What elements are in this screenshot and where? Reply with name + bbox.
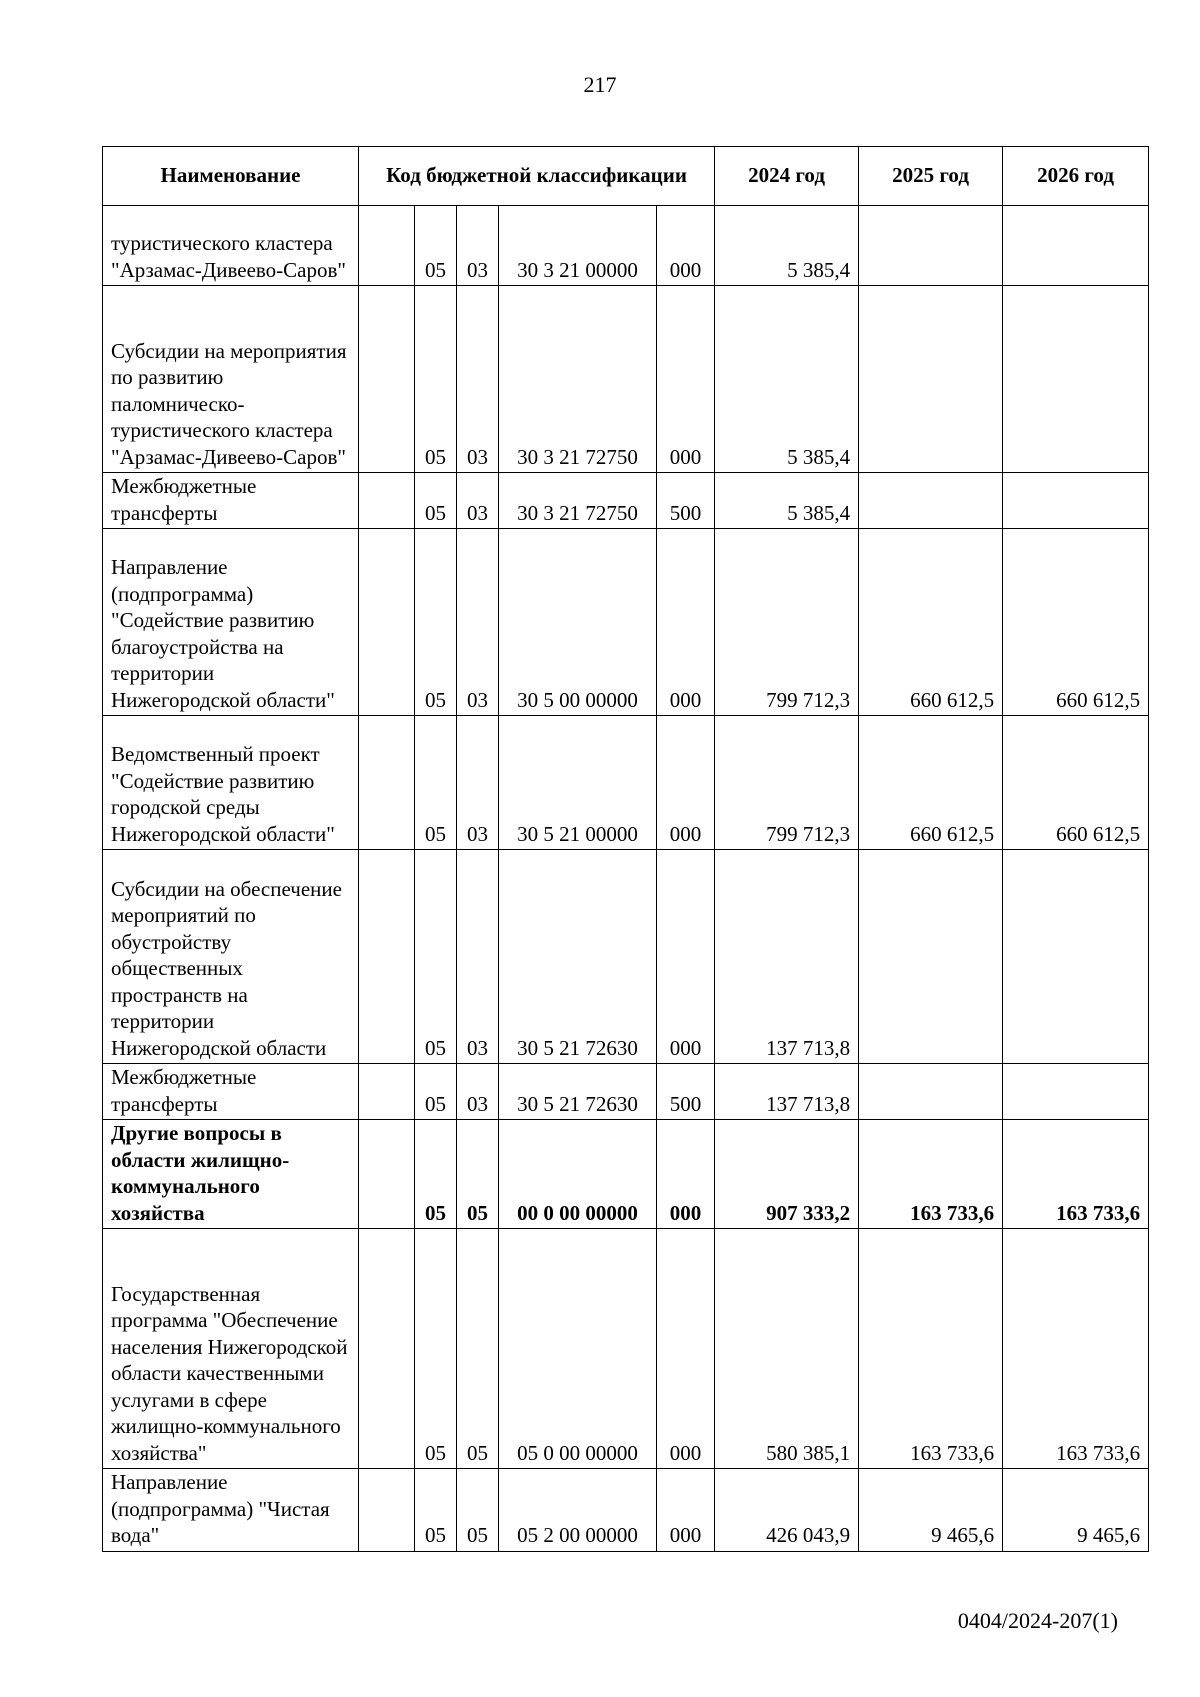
value-2024: 580 385,1 <box>715 1229 859 1469</box>
target-article-code: 05 2 00 00000 <box>499 1469 657 1552</box>
section-code: 05 <box>415 529 457 716</box>
table-row <box>103 1120 1149 1229</box>
expense-type-code: 000 <box>657 1120 715 1229</box>
subsection-code: 05 <box>457 1229 499 1469</box>
value-2026 <box>1003 473 1149 529</box>
value-2026: 163 733,6 <box>1003 1229 1149 1469</box>
target-article-code: 30 3 21 72750 <box>499 286 657 473</box>
document-code: 0404/2024-207(1) <box>957 1608 1118 1633</box>
header-code: Код бюджетной классификации <box>359 147 715 206</box>
value-2024: 907 333,2 <box>715 1120 859 1229</box>
subsection-code: 05 <box>457 1120 499 1229</box>
empty-cell <box>359 850 415 1064</box>
subsection-code: 03 <box>457 529 499 716</box>
value-2025 <box>859 286 1003 473</box>
empty-cell <box>359 1120 415 1229</box>
row-name: Направление (подпрограмма) "Чистая вода" <box>103 1469 359 1552</box>
value-2024: 799 712,3 <box>715 716 859 850</box>
table-row <box>103 473 1149 529</box>
header-2026: 2026 год <box>1003 147 1149 206</box>
row-name: Ведомственный проект "Содействие развитию городской среды Нижегородской области" <box>103 716 359 850</box>
table-row <box>103 716 1149 850</box>
value-2025: 9 465,6 <box>859 1469 1003 1552</box>
row-name: Другие вопросы в области жилищно-коммунального хозяйства <box>103 1120 359 1229</box>
subsection-code: 03 <box>457 850 499 1064</box>
target-article-code: 00 0 00 00000 <box>499 1120 657 1229</box>
value-2025: 660 612,5 <box>859 716 1003 850</box>
table-row <box>103 286 1149 473</box>
table-row <box>103 1469 1149 1552</box>
empty-cell <box>359 716 415 850</box>
row-name: Государственная программа "Обеспечение населения Нижегородской области качественными услугами в сфере жилищно-коммунального хозяйства" <box>103 1229 359 1469</box>
budget-table <box>102 146 1149 1552</box>
value-2025 <box>859 850 1003 1064</box>
expense-type-code: 000 <box>657 1469 715 1552</box>
value-2024: 137 713,8 <box>715 850 859 1064</box>
target-article-code: 30 5 21 72630 <box>499 850 657 1064</box>
target-article-code: 30 3 21 72750 <box>499 473 657 529</box>
section-code: 05 <box>415 850 457 1064</box>
value-2026 <box>1003 850 1149 1064</box>
row-name: Межбюджетные трансферты <box>103 1064 359 1120</box>
empty-cell <box>359 529 415 716</box>
value-2025 <box>859 1064 1003 1120</box>
empty-cell <box>359 206 415 286</box>
value-2026: 660 612,5 <box>1003 716 1149 850</box>
value-2025 <box>859 473 1003 529</box>
section-code: 05 <box>415 286 457 473</box>
table-row <box>103 850 1149 1064</box>
value-2024: 5 385,4 <box>715 206 859 286</box>
subsection-code: 03 <box>457 206 499 286</box>
expense-type-code: 000 <box>657 529 715 716</box>
table-row <box>103 1229 1149 1469</box>
empty-cell <box>359 1229 415 1469</box>
value-2024: 5 385,4 <box>715 286 859 473</box>
section-code: 05 <box>415 206 457 286</box>
subsection-code: 05 <box>457 1469 499 1552</box>
target-article-code: 05 0 00 00000 <box>499 1229 657 1469</box>
expense-type-code: 000 <box>657 850 715 1064</box>
expense-type-code: 500 <box>657 1064 715 1120</box>
table-row <box>103 1064 1149 1120</box>
subsection-code: 03 <box>457 1064 499 1120</box>
section-code: 05 <box>415 1229 457 1469</box>
target-article-code: 30 3 21 00000 <box>499 206 657 286</box>
page-number: 217 <box>583 72 617 97</box>
value-2024: 5 385,4 <box>715 473 859 529</box>
section-code: 05 <box>415 716 457 850</box>
expense-type-code: 000 <box>657 206 715 286</box>
target-article-code: 30 5 00 00000 <box>499 529 657 716</box>
row-name: Межбюджетные трансферты <box>103 473 359 529</box>
value-2025: 660 612,5 <box>859 529 1003 716</box>
value-2026 <box>1003 1064 1149 1120</box>
header-2024: 2024 год <box>715 147 859 206</box>
row-name: Субсидии на обеспечение мероприятий по обустройству общественных пространств на территории Нижегородской области <box>103 850 359 1064</box>
table-header-row <box>103 147 1149 206</box>
row-name: Направление (подпрограмма) "Содействие развитию благоустройства на территории Нижегородской области" <box>103 529 359 716</box>
value-2024: 426 043,9 <box>715 1469 859 1552</box>
row-name: туристического кластера "Арзамас-Дивеево-Саров" <box>103 206 359 286</box>
value-2026 <box>1003 206 1149 286</box>
section-code: 05 <box>415 1120 457 1229</box>
value-2024: 137 713,8 <box>715 1064 859 1120</box>
section-code: 05 <box>415 473 457 529</box>
header-2025: 2025 год <box>859 147 1003 206</box>
value-2026: 660 612,5 <box>1003 529 1149 716</box>
expense-type-code: 500 <box>657 473 715 529</box>
value-2026: 9 465,6 <box>1003 1469 1149 1552</box>
subsection-code: 03 <box>457 473 499 529</box>
row-name: Субсидии на мероприятия по развитию паломническо-туристического кластера "Арзамас-Дивеево-Саров" <box>103 286 359 473</box>
empty-cell <box>359 1064 415 1120</box>
empty-cell <box>359 473 415 529</box>
header-name: Наименование <box>103 147 359 206</box>
value-2026 <box>1003 286 1149 473</box>
expense-type-code: 000 <box>657 1229 715 1469</box>
expense-type-code: 000 <box>657 286 715 473</box>
empty-cell <box>359 1469 415 1552</box>
expense-type-code: 000 <box>657 716 715 850</box>
value-2025: 163 733,6 <box>859 1120 1003 1229</box>
value-2026: 163 733,6 <box>1003 1120 1149 1229</box>
table-row <box>103 529 1149 716</box>
subsection-code: 03 <box>457 716 499 850</box>
section-code: 05 <box>415 1064 457 1120</box>
subsection-code: 03 <box>457 286 499 473</box>
section-code: 05 <box>415 1469 457 1552</box>
target-article-code: 30 5 21 72630 <box>499 1064 657 1120</box>
value-2025: 163 733,6 <box>859 1229 1003 1469</box>
target-article-code: 30 5 21 00000 <box>499 716 657 850</box>
value-2025 <box>859 206 1003 286</box>
value-2024: 799 712,3 <box>715 529 859 716</box>
empty-cell <box>359 286 415 473</box>
table-row <box>103 206 1149 286</box>
